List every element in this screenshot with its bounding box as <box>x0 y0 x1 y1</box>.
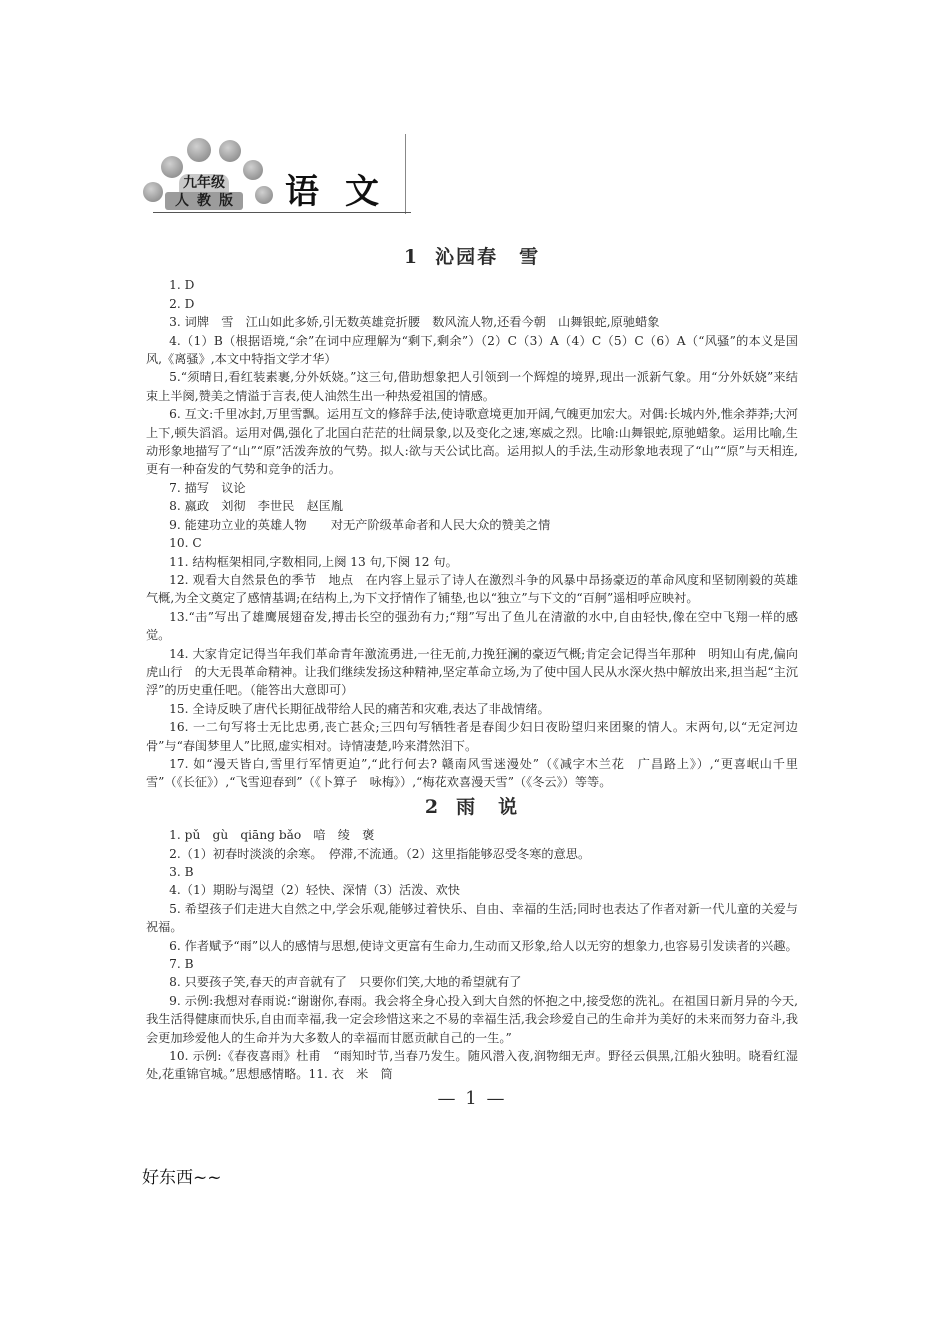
decor-dot <box>219 140 241 162</box>
answer-item: 9. 示例:我想对春雨说:“谢谢你,春雨。我会将全身心投入到大自然的怀抱之中,接受您的洗礼。在祖国日新月异的今天,我生活得健康而快乐,自由而幸福,我一定会珍惜这来之不易的幸福生活,我会珍爱自己的生命并为美好的未来而努力奋斗,我会更加珍爱他人的生命并为大多数人的幸福而甘愿贡献自己的一生。” <box>146 993 798 1045</box>
answer-item: 13.“击”写出了雄鹰展翅奋发,搏击长空的强劲有力;“翔”写出了鱼儿在清澈的水中,自由轻快,像在空中飞翔一样的感觉。 <box>146 609 798 643</box>
answer-item: 10. C <box>169 536 202 551</box>
answer-item: 4.（1）期盼与渴望（2）轻快、深情（3）活泼、欢快 <box>169 883 460 898</box>
answer-item: 16. 一二句写将士无比忠勇,丧亡甚众;三四句写牺牲者是春闺少妇日夜盼望归来团聚的情人。末两句,以“无定河边骨”与“春闺梦里人”比照,虚实相对。诗情凄楚,吟来潸然泪下。 <box>146 720 798 753</box>
answer-item: 3. B <box>169 865 194 879</box>
answer-item: 8. 嬴政 刘彻 李世民 赵匡胤 <box>169 499 344 514</box>
lesson-section <box>146 248 798 792</box>
answer-item: 14. 大家肯定记得当年我们革命青年激流勇进,一往无前,力挽狂澜的豪迈气概;肯定会记得当年那种 明知山有虎,偏向虎山行 的大无畏革命精神。让我们继续发扬这种精神,坚定革命立场,为了使中国人民从水深火热中解放出来,担当起“主沉浮”的历史重任吧。（能答出大意即可） <box>146 646 798 698</box>
decor-dot <box>243 160 263 180</box>
decor-dot <box>143 182 163 202</box>
grade-badge <box>165 174 243 212</box>
answer-item: 2.（1）初春时淡淡的余寒。 停滞,不流通。（2）这里指能够忍受冬寒的意思。 <box>169 846 591 861</box>
answer-item: 4.（1）B（根据语境,“余”在词中应理解为“剩下,剩余”）（2）C（3）A（4）C（5）C（6）A（“风骚”的本义是国风,《离骚》,本文中特指文学才华） <box>146 333 798 367</box>
answer-item: 1. pǔ gù qiāng bǎo 喑 绫 褒 <box>169 828 375 843</box>
decor-dot <box>187 138 211 162</box>
lesson-number: 2 <box>424 795 441 818</box>
answer-item: 3. 词牌 雪 江山如此多娇,引无数英雄竞折腰 数风流人物,还看今朝 山舞银蛇,原驰蜡象 <box>169 315 660 330</box>
answer-item: 10. 示例:《春夜喜雨》杜甫 “雨知时节,当春乃发生。随风潜入夜,润物细无声。野径云俱黑,江船火独明。晓看红湿处,花重锦官城。”思想感情略。11. 衣 米 筒 <box>146 1049 798 1082</box>
answer-item: 5.“须晴日,看红装素裹,分外妖娆。”这三句,借助想象把人引领到一个辉煌的境界,现出一派新气象。用“分外妖娆”来结束上半阕,赞美之情溢于言表,使人油然生出一种热爱祖国的情感。 <box>146 370 798 403</box>
answer-item: 6. 互文:千里冰封,万里雪飘。运用互文的修辞手法,使诗歌意境更加开阔,气魄更加宏大。对偶:长城内外,惟余莽莽;大河上下,顿失滔滔。运用对偶,强化了北国白茫茫的壮阔景象,以及变化之速,寒威之烈。比喻:山舞银蛇,原驰蜡象。运用比喻,生动形象地描写了“山”“原”活泼奔放的气势。拟人:欲与天公试比高。运用拟人的手法,生动形象地表现了“山”“原”与天相连,更有一种奋发的气势和竞争的活力。 <box>146 407 798 477</box>
decor-dot <box>255 186 273 204</box>
grade-label: 九年级 <box>179 174 229 192</box>
book-header <box>143 134 411 216</box>
subject-title: 语文 <box>285 172 405 212</box>
answer-item: 1. D <box>169 278 195 293</box>
lesson-name: 雨 说 <box>456 795 520 818</box>
lesson-title <box>146 248 798 266</box>
answer-item: 17. 如“漫天皆白,雪里行军情更迫”,“此行何去? 赣南风雪迷漫处”（《减字木兰花 广昌路上》）,“更喜岷山千里雪”（《长征》）,“飞雪迎春到”（《卜算子 咏梅》）,“梅花欢喜漫天雪”（《冬云》）等等。 <box>146 756 798 790</box>
answer-item: 11. 结构框架相同,字数相同,上阕 13 句,下阕 12 句。 <box>169 554 458 569</box>
answer-item: 5. 希望孩子们走进大自然之中,学会乐观,能够过着快乐、自由、幸福的生活;同时也表达了作者对新一代儿童的关爱与祝福。 <box>146 901 798 935</box>
lesson-section <box>146 795 798 1084</box>
answer-item: 8. 只要孩子笑,春天的声音就有了 只要你们笑,大地的希望就有了 <box>169 975 522 990</box>
answer-item: 6. 作者赋予“雨”以人的感情与思想,使诗文更富有生命力,生动而又形象,给人以无穷的想象力,也容易引发读者的兴趣。 <box>169 938 798 953</box>
page-number: — 1 — <box>437 1087 507 1109</box>
lesson-title <box>146 795 798 818</box>
bottom-note: 好东西~~ <box>142 1168 222 1188</box>
answer-item: 12. 观看大自然景色的季节 地点 在内容上显示了诗人在激烈斗争的风暴中昂扬豪迈的革命风度和坚韧刚毅的英雄气概,为全文奠定了感情基调;在结构上,为下文抒情作了铺垫,也以“独立”与下文的“百舸”遥相呼应映衬。 <box>146 572 798 606</box>
lesson-number: 1 <box>403 246 420 268</box>
answer-item: 7. 描写 议论 <box>169 480 246 495</box>
answer-item: 7. B <box>169 957 194 972</box>
answer-item: 9. 能建功立业的英雄人物 对无产阶级革命者和人民大众的赞美之情 <box>169 517 551 532</box>
lesson-name: 沁园春 雪 <box>435 246 541 268</box>
header-divider-horizontal <box>153 212 411 213</box>
answer-content <box>146 242 798 1108</box>
answer-item: 15. 全诗反映了唐代长期征战带给人民的痛苦和灾难,表达了非战情绪。 <box>169 701 550 716</box>
edition-label: 人教版 <box>165 192 243 210</box>
header-divider-vertical <box>405 134 406 214</box>
answer-item: 2. D <box>169 296 195 311</box>
